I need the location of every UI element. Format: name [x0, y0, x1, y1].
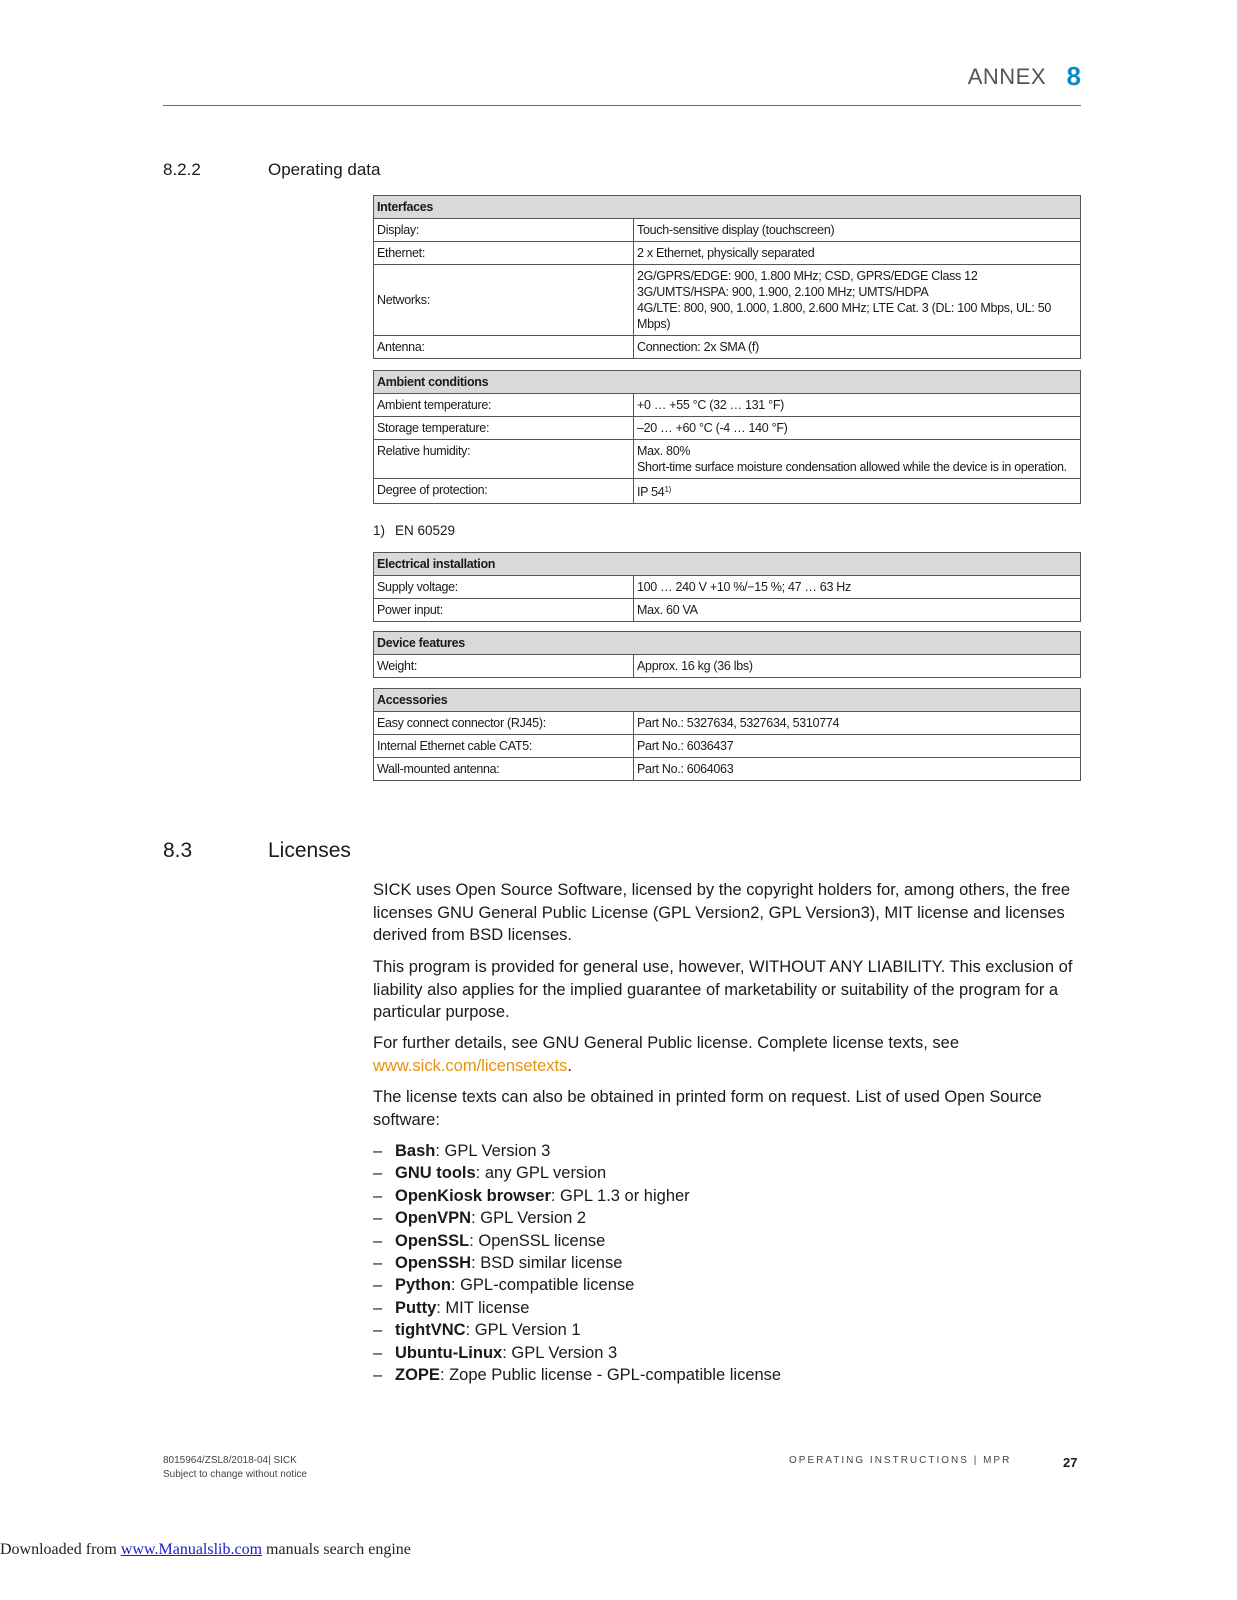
table-row [374, 599, 1081, 622]
list-item: – Ubuntu-Linux: GPL Version 3 [373, 1343, 618, 1362]
footnote-ref: 1) [664, 485, 671, 494]
paragraph: SICK uses Open Source Software, licensed by the copyright holders for, among others, the free licenses GNU General Public License (GPL Version2, GPL Version3), MIT license and licenses derived from BSD licenses. [373, 881, 1071, 944]
row-value: –20 … +60 °C (-4 … 140 °F) [634, 417, 1081, 440]
row-value: +0 … +55 °C (32 … 131 °F) [634, 394, 1081, 417]
footnote-text: EN 60529 [395, 523, 456, 538]
manualslib-link[interactable]: www.Manualslib.com [120, 1541, 263, 1558]
row-value: 100 … 240 V +10 %/−15 %; 47 … 63 Hz [634, 576, 1081, 599]
value-line: Short-time surface moisture condensation allowed while the device is in operation. [637, 460, 1067, 474]
row-value: 2 x Ethernet, physically separated [634, 242, 1081, 265]
table-row [374, 265, 1081, 336]
list-item: – tightVNC: GPL Version 1 [373, 1321, 581, 1340]
row-value: Part No.: 5327634, 5327634, 5310774 [634, 712, 1081, 735]
table-row [374, 417, 1081, 440]
table-row [374, 394, 1081, 417]
open-source-list [373, 1140, 781, 1386]
table-heading: Ambient conditions [374, 371, 1081, 394]
table-row [374, 655, 1081, 678]
table-row [374, 758, 1081, 781]
row-label: Relative humidity: [374, 440, 634, 479]
footer-notice: Subject to change without notice [163, 1469, 307, 1480]
table-row [374, 576, 1081, 599]
row-label: Weight: [374, 655, 634, 678]
paragraph-text: For further details, see GNU General Public license. Complete license texts, see [373, 1034, 960, 1052]
section-title: Licenses [268, 839, 351, 862]
table-heading: Device features [374, 632, 1081, 655]
table-heading: Interfaces [374, 196, 1081, 219]
row-label: Ethernet: [374, 242, 634, 265]
row-label: Antenna: [374, 336, 634, 359]
interfaces-table [373, 195, 1081, 359]
device-features-table [373, 631, 1081, 678]
section-title: Operating data [268, 160, 381, 179]
row-value: Connection: 2x SMA (f) [634, 336, 1081, 359]
table-heading: Accessories [374, 689, 1081, 712]
banner-suffix: manuals search engine [262, 1541, 411, 1558]
accessories-table [373, 688, 1081, 781]
list-item: – GNU tools: any GPL version [373, 1164, 607, 1183]
footnote [373, 523, 455, 538]
header-rule [163, 105, 1081, 106]
row-value: Part No.: 6064063 [634, 758, 1081, 781]
value-line: 4G/LTE: 800, 900, 1.000, 1.800, 2.600 MHz; LTE Cat. 3 (DL: 100 Mbps, UL: 50 Mbps) [637, 301, 1052, 331]
value-text: IP 54 [637, 485, 665, 499]
row-label: Power input: [374, 599, 634, 622]
paragraph: For further details, see GNU General Public license. Complete license texts, see www.sick.com/licensetexts. [373, 1034, 960, 1075]
ambient-table [373, 370, 1081, 504]
header-chapter-number: 8 [1066, 61, 1081, 91]
list-item: – Putty: MIT license [373, 1298, 530, 1317]
page-number: 27 [1063, 1455, 1078, 1470]
row-value: Touch-sensitive display (touchscreen) [634, 219, 1081, 242]
row-value [634, 440, 1081, 479]
list-item: – Python: GPL-compatible license [373, 1276, 635, 1295]
license-texts-link[interactable]: www.sick.com/licensetexts [373, 1056, 568, 1075]
row-value [634, 265, 1081, 336]
row-label: Wall-mounted antenna: [374, 758, 634, 781]
row-label: Storage temperature: [374, 417, 634, 440]
paragraph: This program is provided for general use, however, WITHOUT ANY LIABILITY. This exclusion of liability also applies for the implied guarantee of marketability or suitability of the program for a particular purpose. [373, 958, 1073, 1021]
list-item: – OpenSSH: BSD similar license [373, 1254, 623, 1273]
table-row [374, 242, 1081, 265]
footer-doc-type: OPERATING INSTRUCTIONS | MPR [789, 1455, 1012, 1466]
row-label: Internal Ethernet cable CAT5: [374, 735, 634, 758]
list-item: – OpenKiosk browser: GPL 1.3 or higher [373, 1186, 690, 1205]
row-label: Easy connect connector (RJ45): [374, 712, 634, 735]
download-banner [0, 1541, 411, 1559]
row-value: Approx. 16 kg (36 lbs) [634, 655, 1081, 678]
row-label: Display: [374, 219, 634, 242]
row-value: Part No.: 6036437 [634, 735, 1081, 758]
table-row [374, 336, 1081, 359]
value-line: Max. 80% [637, 444, 691, 458]
value-line: 2G/GPRS/EDGE: 900, 1.800 MHz; CSD, GPRS/EDGE Class 12 [637, 269, 978, 283]
footer-doc-id: 8015964/ZSL8/2018-04| SICK [163, 1455, 297, 1466]
row-label: Degree of protection: [374, 479, 634, 504]
section-number: 8.3 [163, 839, 193, 862]
row-value [634, 479, 1081, 504]
table-row [374, 219, 1081, 242]
electrical-table [373, 552, 1081, 622]
row-label: Ambient temperature: [374, 394, 634, 417]
footnote-marker: 1) [373, 523, 386, 538]
table-row [374, 735, 1081, 758]
table-row [374, 712, 1081, 735]
list-item: – Bash: GPL Version 3 [373, 1142, 551, 1160]
list-item: – OpenSSL: OpenSSL license [373, 1231, 606, 1250]
row-label: Supply voltage: [374, 576, 634, 599]
section-number: 8.2.2 [163, 160, 201, 179]
paragraph: The license texts can also be obtained in printed form on request. List of used Open Source software: [373, 1088, 1042, 1129]
list-item: – ZOPE: Zope Public license - GPL-compatible license [373, 1366, 782, 1385]
banner-prefix: Downloaded from [0, 1541, 121, 1558]
table-heading: Electrical installation [374, 553, 1081, 576]
table-row [374, 440, 1081, 479]
header-title: ANNEX [967, 64, 1046, 89]
list-item: – OpenVPN: GPL Version 2 [373, 1209, 587, 1228]
row-label: Networks: [374, 265, 634, 336]
table-row [374, 479, 1081, 504]
value-line: 3G/UMTS/HSPA: 900, 1.900, 2.100 MHz; UMTS/HDPA [637, 285, 929, 299]
row-value: Max. 60 VA [634, 599, 1081, 622]
